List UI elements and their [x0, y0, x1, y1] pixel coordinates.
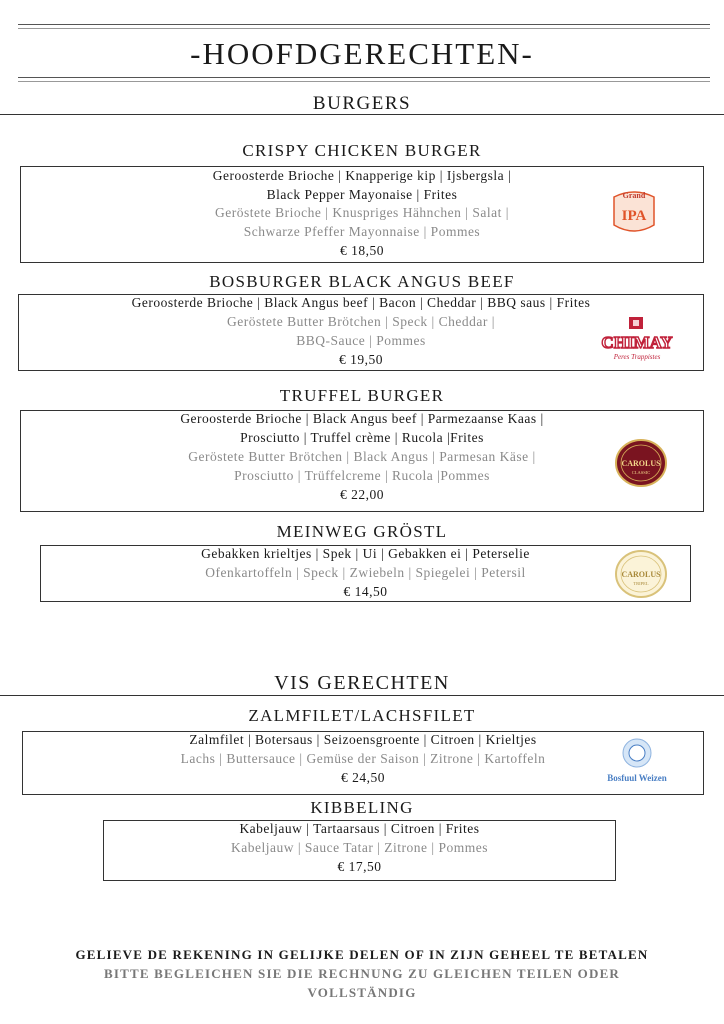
- dish-description-nl: Black Pepper Mayonaise | Frites: [266, 187, 458, 202]
- dish-description-de: Geröstete Butter Brötchen | Speck | Cheddar |: [227, 314, 495, 329]
- dish-title-zalmfilet: ZALMFILET/LACHSFILET: [248, 706, 476, 725]
- dish-description-de: Geröstete Butter Brötchen | Black Angus | Parmesan Käse |: [188, 449, 536, 464]
- footer-note-nl: GELIEVE DE REKENING IN GELIJKE DELEN OF IN ZIJN GEHEEL TE BETALEN: [75, 947, 649, 962]
- logo-text: TRIPEL: [633, 581, 649, 586]
- dish-title-bosburger: BOSBURGER BLACK ANGUS BEEF: [209, 272, 515, 291]
- dish-description-de: Kabeljauw | Sauce Tatar | Zitrone | Pommes: [231, 840, 488, 855]
- dish-box-crispy-chicken-burger: [20, 166, 704, 263]
- dish-box-bosburger: [18, 294, 704, 371]
- dish-description-de: Prosciutto | Trüffelcreme | Rucola |Pommes: [234, 468, 490, 483]
- dish-price: € 18,50: [340, 243, 384, 258]
- grand-ipa-logo-icon: [609, 185, 659, 239]
- chimay-logo-icon: [583, 315, 691, 363]
- section-rule-burgers: [0, 114, 724, 115]
- dish-title-meinweg-groestl: MEINWEG GRÖSTL: [276, 522, 448, 541]
- header-bottom-rule-2: [18, 81, 710, 82]
- carolus-tripel-logo-icon: [615, 550, 667, 598]
- dish-description-nl: Gebakken krieltjes | Spek | Ui | Gebakken ei | Peterselie: [201, 546, 530, 561]
- section-rule-vis: [0, 695, 724, 696]
- dish-title-kibbeling: KIBBELING: [310, 798, 414, 817]
- carolus-classic-logo-icon: [615, 439, 667, 487]
- bosfuul-weizen-logo-icon: [597, 736, 677, 788]
- logo-text: Bosfuul Weizen: [607, 773, 667, 783]
- dish-description-de: Ofenkartoffeln | Speck | Zwiebeln | Spiegelei | Petersil: [205, 565, 526, 580]
- dish-box-kibbeling: [103, 820, 616, 881]
- dish-price: € 24,50: [341, 770, 385, 785]
- logo-text: IPA: [621, 208, 647, 224]
- logo-text: Grand: [622, 191, 646, 200]
- section-title-vis-gerechten: VIS GERECHTEN: [274, 672, 450, 694]
- dish-price: € 17,50: [337, 859, 382, 874]
- dish-title-crispy-chicken-burger: CRISPY CHICKEN BURGER: [242, 141, 482, 160]
- dish-description-de: Lachs | Buttersauce | Gemüse der Saison | Zitrone | Kartoffeln: [180, 751, 546, 766]
- dish-description-de: Schwarze Pfeffer Mayonnaise | Pommes: [243, 224, 481, 239]
- dish-description-nl: Kabeljauw | Tartaarsaus | Citroen | Frites: [239, 821, 480, 836]
- header-top-rule-2: [18, 28, 710, 29]
- logo-text: CHIMAY: [601, 333, 673, 352]
- logo-text: CAROLUS: [621, 570, 661, 579]
- dish-title-truffel-burger: TRUFFEL BURGER: [279, 386, 445, 405]
- dish-description-nl: Geroosterde Brioche | Knapperige kip | Ijsbergsla |: [212, 168, 512, 183]
- dish-price: € 22,00: [340, 487, 384, 502]
- header-bottom-rule-1: [18, 77, 710, 78]
- footer-note-de: BITTE BEGLEICHEN SIE DIE RECHNUNG ZU GLEICHEN TEILEN ODER: [103, 966, 621, 981]
- footer-note-de: VOLLSTÄNDIG: [307, 985, 417, 1000]
- dish-box-meinweg-groestl: [40, 545, 691, 602]
- section-title-burgers: BURGERS: [312, 93, 412, 114]
- dish-description-nl: Geroosterde Brioche | Black Angus beef | Parmezaanse Kaas |: [180, 411, 544, 426]
- logo-text: Peres Trappistes: [613, 353, 661, 361]
- dish-description-nl: Geroosterde Brioche | Black Angus beef | Bacon | Cheddar | BBQ saus | Frites: [131, 295, 591, 310]
- logo-text: CAROLUS: [621, 459, 661, 468]
- header-top-rule-1: [18, 24, 710, 25]
- dish-price: € 14,50: [343, 584, 388, 599]
- dish-description-de: Geröstete Brioche | Knuspriges Hähnchen | Salat |: [215, 205, 509, 220]
- dish-box-truffel-burger: [20, 410, 704, 512]
- logo-text: CLASSIC: [631, 470, 651, 475]
- dish-box-zalmfilet: [22, 731, 704, 795]
- page-title: -HOOFDGERECHTEN-: [190, 36, 534, 71]
- dish-price: € 19,50: [339, 352, 383, 367]
- dish-description-de: BBQ-Sauce | Pommes: [296, 333, 426, 348]
- dish-description-nl: Prosciutto | Truffel crème | Rucola |Frites: [240, 430, 484, 445]
- dish-description-nl: Zalmfilet | Botersaus | Seizoensgroente | Citroen | Krieltjes: [189, 732, 537, 747]
